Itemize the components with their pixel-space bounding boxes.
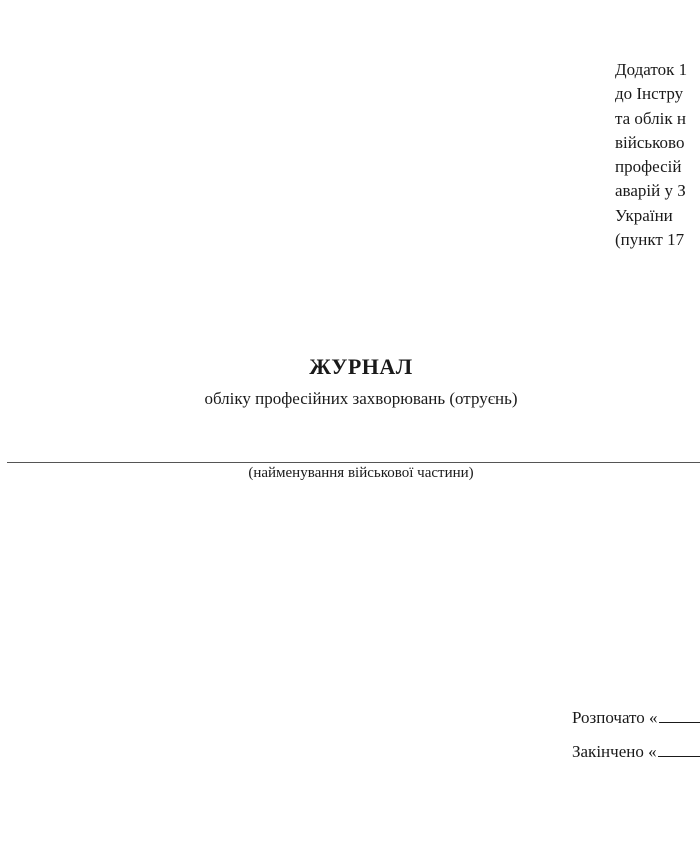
journal-subtitle: обліку професійних захворювань (отруєнь) — [204, 389, 518, 408]
unit-name-line — [7, 462, 700, 463]
appendix-block — [615, 58, 700, 252]
finished-label: Закінчено « — [572, 742, 657, 761]
journal-title: ЖУРНАЛ — [309, 354, 413, 379]
appendix-line: до Інстру — [615, 84, 684, 104]
appendix-line: військово — [615, 132, 685, 152]
appendix-line: Додаток 1 — [615, 60, 688, 79]
appendix-line: професій — [615, 157, 682, 177]
dates-block — [572, 704, 700, 772]
started-row — [572, 704, 700, 738]
appendix-line: та облік н — [615, 108, 686, 128]
appendix-line: (пункт 17 — [615, 230, 685, 250]
appendix-line: аварій у З — [615, 181, 686, 201]
started-label: Розпочато « — [572, 708, 658, 727]
unit-name-caption: (найменування військової частини) — [248, 465, 474, 481]
appendix-line: України — [615, 205, 673, 225]
started-date-blank — [659, 705, 700, 723]
finished-row — [572, 738, 700, 772]
finished-date-blank — [658, 739, 700, 757]
